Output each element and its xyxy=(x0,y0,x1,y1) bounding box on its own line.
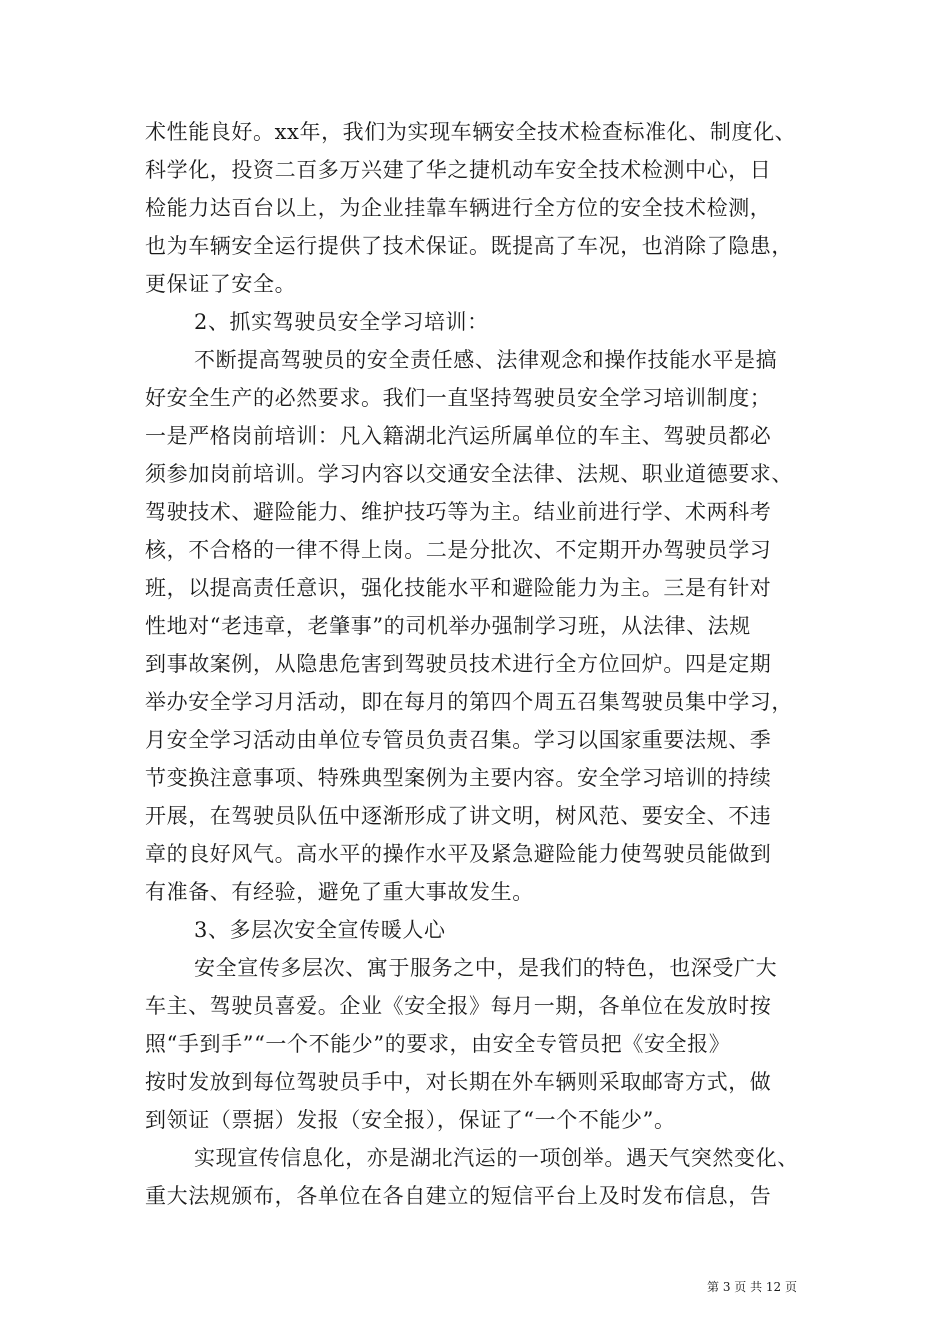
page-number-footer: 第 3 页 共 12 页 xyxy=(707,1280,797,1294)
body-text-line: 照“手到手”“一个不能少”的要求，由安全专管员把《安全报》 xyxy=(145,1032,731,1056)
paragraph-first-line: 安全宣传多层次、寓于服务之中，是我们的特色，也深受广大 xyxy=(194,956,778,980)
body-text-line: 车主、驾驶员喜爱。企业《安全报》每月一期，各单位在发放时按 xyxy=(145,994,772,1018)
body-text-line: 节变换注意事项、特殊典型案例为主要内容。安全学习培训的持续 xyxy=(145,766,772,790)
body-text-line: 到领证（票据）发报（安全报），保证了“一个不能少”。 xyxy=(145,1108,676,1132)
body-text-line: 驾驶技术、避险能力、维护技巧等为主。结业前进行学、术两科考 xyxy=(145,500,772,524)
body-text-line: 检能力达百台以上，为企业挂靠车辆进行全方位的安全技术检测， xyxy=(145,196,772,220)
section-heading: 3、多层次安全宣传暖人心 xyxy=(194,918,446,942)
body-text-line: 按时发放到每位驾驶员手中，对长期在外车辆则采取邮寄方式，做 xyxy=(145,1070,772,1094)
body-text-line: 举办安全学习月活动，即在每月的第四个周五召集驾驶员集中学习， xyxy=(145,690,793,714)
paragraph-first-line: 不断提高驾驶员的安全责任感、法律观念和操作技能水平是搞 xyxy=(194,348,778,372)
body-text-line: 月安全学习活动由单位专管员负责召集。学习以国家重要法规、季 xyxy=(145,728,772,752)
body-text-line: 到事故案例，从隐患危害到驾驶员技术进行全方位回炉。四是定期 xyxy=(145,652,772,676)
body-text-line: 重大法规颁布，各单位在各自建立的短信平台上及时发布信息，告 xyxy=(145,1184,772,1208)
body-text-line: 开展，在驾驶员队伍中逐渐形成了讲文明，树风范、要安全、不违 xyxy=(145,804,772,828)
body-text-line: 性地对“老违章，老肇事”的司机举办强制学习班，从法律、法规 xyxy=(145,614,751,638)
body-text-line: 有准备、有经验，避免了重大事故发生。 xyxy=(145,880,534,904)
section-heading: 2、抓实驾驶员安全学习培训： xyxy=(194,310,489,334)
body-text-line: 一是严格岗前培训：凡入籍湖北汽运所属单位的车主、驾驶员都必 xyxy=(145,424,772,448)
body-text-line: 章的良好风气。高水平的操作水平及紧急避险能力使驾驶员能做到 xyxy=(145,842,772,866)
body-text-line: 也为车辆安全运行提供了技术保证。既提高了车况，也消除了隐患， xyxy=(145,234,793,258)
body-text-line: 须参加岗前培训。学习内容以交通安全法律、法规、职业道德要求、 xyxy=(145,462,793,486)
body-text-line: 科学化，投资二百多万兴建了华之捷机动车安全技术检测中心，日 xyxy=(145,158,772,182)
body-text-line: 班，以提高责任意识，强化技能水平和避险能力为主。三是有针对 xyxy=(145,576,772,600)
body-text-line: 更保证了安全。 xyxy=(145,272,297,296)
body-text-line: 核，不合格的一律不得上岗。二是分批次、不定期开办驾驶员学习 xyxy=(145,538,772,562)
body-text-line: 术性能良好。xx年，我们为实现车辆安全技术检查标准化、制度化、 xyxy=(145,120,797,144)
paragraph-first-line: 实现宣传信息化，亦是湖北汽运的一项创举。遇天气突然变化、 xyxy=(194,1146,799,1170)
body-text-line: 好安全生产的必然要求。我们一直坚持驾驶员安全学习培训制度； xyxy=(145,386,772,410)
